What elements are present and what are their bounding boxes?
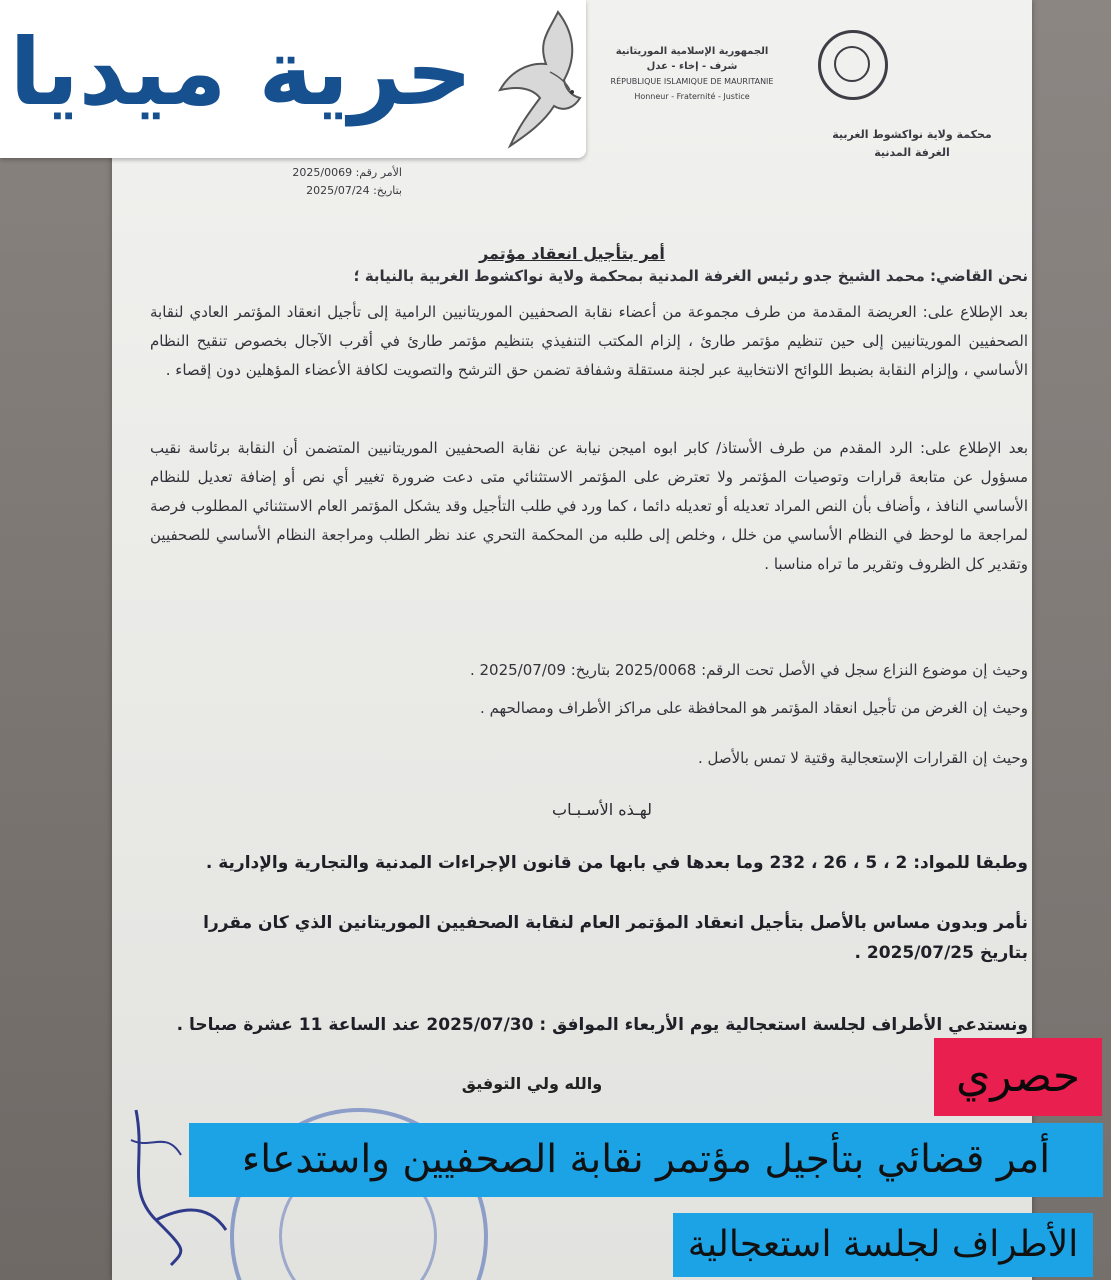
dove-icon — [488, 2, 584, 152]
order-number: الأمر رقم: 2025/0069 — [292, 166, 402, 179]
document-header-top — [592, 44, 792, 104]
paragraph-petition: بعد الإطلاع على: العريضة المقدمة من طرف مجموعة من أعضاء نقابة الصحفيين الموريتانيين الرامية إلى تأجيل انعقاد المؤتمر العادي لنقابة الصحفيين الموريتانيين إلى حين تنظيم مؤتمر طارئ ، إلزام المكتب التنفيذي بتنظيم مؤتمر طارئ في أقرب الآجال بخصوص تنقيح النظام الأساسي ، وإلزام النقابة بضبط اللوائح الانتخابية عبر لجنة مستقلة وشفافة تضمن حق الترشح والتصويت لكافة الأعضاء المؤهلين دون إقصاء . — [150, 303, 1028, 379]
reasoning-line-c: وحيث إن القرارات الإستعجالية وقتية لا تمس بالأصل . — [697, 749, 1028, 767]
reasoning-line-b: وحيث إن الغرض من تأجيل انعقاد المؤتمر هو المحافظة على مراكز الأطراف ومصالحهم . — [480, 699, 1028, 717]
header-top-french: RÉPUBLIQUE ISLAMIQUE DE MAURITANIE Honneur - Fraternité - Justice — [610, 77, 774, 101]
headline-line-2: الأطراف لجلسة استعجالية — [673, 1213, 1093, 1277]
reasoning-line-a: وحيث إن موضوع النزاع سجل في الأصل تحت الرقم: 2025/0068 بتاريخ: 2025/07/09 . — [469, 661, 1028, 679]
paragraph-response: بعد الإطلاع على: الرد المقدم من طرف الأستاذ/ كابر ابوه اميجن نيابة عن نقابة الصحفيين الموريتانيين المتضمن أن النقابة برئاسة نقيب مسؤول عن متابعة قرارات وتوصيات المؤتمر ولا تعترض على المؤتمر الاستثنائي متى دعت ضرورة تغيير أي نص أو إضافة تعديل للنظام الأساسي النافذ ، وأضاف بأن النص المراد تعديله أو تعديله دائما ، كما ورد في طلب التأجيل وقد يشكل المؤتمر العام الاستثنائي المطلوب فرصة لمراجعة ما لوحظ في النظام الأساسي من خلل ، وخلص إلى طلبه من المحكمة التحري عند نظر الطلب ومراجعة النظام الأساسي للصحفيين وتقدير كل الظروف وتقرير ما تراه مناسبا . — [150, 439, 1028, 573]
header-top-arabic: الجمهورية الإسلامية الموريتانية شرف - إخاء - عدل — [615, 46, 769, 72]
closing-phrase: والله ولي التوفيق — [461, 1074, 603, 1093]
brand-logo-text: حرية ميديا — [9, 19, 473, 126]
ruling-line-1: نأمر وبدون مساس بالأصل بتأجيل انعقاد المؤتمر العام لنقابة الصحفيين الموريتانين الذي كان مقررا — [203, 913, 1028, 933]
court-name-header: محكمة ولاية نواكشوط الغربية الغرفة المدنية — [832, 128, 992, 159]
exclusive-tag: حصري — [934, 1038, 1102, 1116]
ruling-line-2: بتاريخ 2025/07/25 . — [854, 943, 1028, 963]
headline-line-1: أمر قضائي بتأجيل مؤتمر نقابة الصحفيين واستدعاء — [189, 1123, 1103, 1197]
order-reference — [262, 164, 402, 200]
brand-logo — [0, 0, 586, 158]
summon-line: ونستدعي الأطراف لجلسة استعجالية يوم الأربعاء الموافق : 2025/07/30 عند الساعة 11 عشرة صباحا . — [176, 1015, 1028, 1035]
republic-seal-icon — [818, 30, 888, 100]
background-left — [0, 0, 118, 1280]
court-document — [112, 0, 1032, 1280]
order-date: بتاريخ: 2025/07/24 — [306, 184, 402, 197]
reasons-heading: لهـذه الأسـبـاب — [552, 800, 652, 819]
articles-line: وطبقا للمواد: 2 ، 5 ، 26 ، 232 وما بعدها في بابها من قانون الإجراءات المدنية والتجارية والإدارية . — [205, 853, 1028, 873]
judge-line: نحن القاضي: محمد الشيخ جدو رئيس الغرفة المدنية بمحكمة ولاية نواكشوط الغربية بالنيابة ؛ — [353, 267, 1028, 285]
document-title: أمر بتأجيل انعقاد مؤتمر — [479, 244, 665, 263]
